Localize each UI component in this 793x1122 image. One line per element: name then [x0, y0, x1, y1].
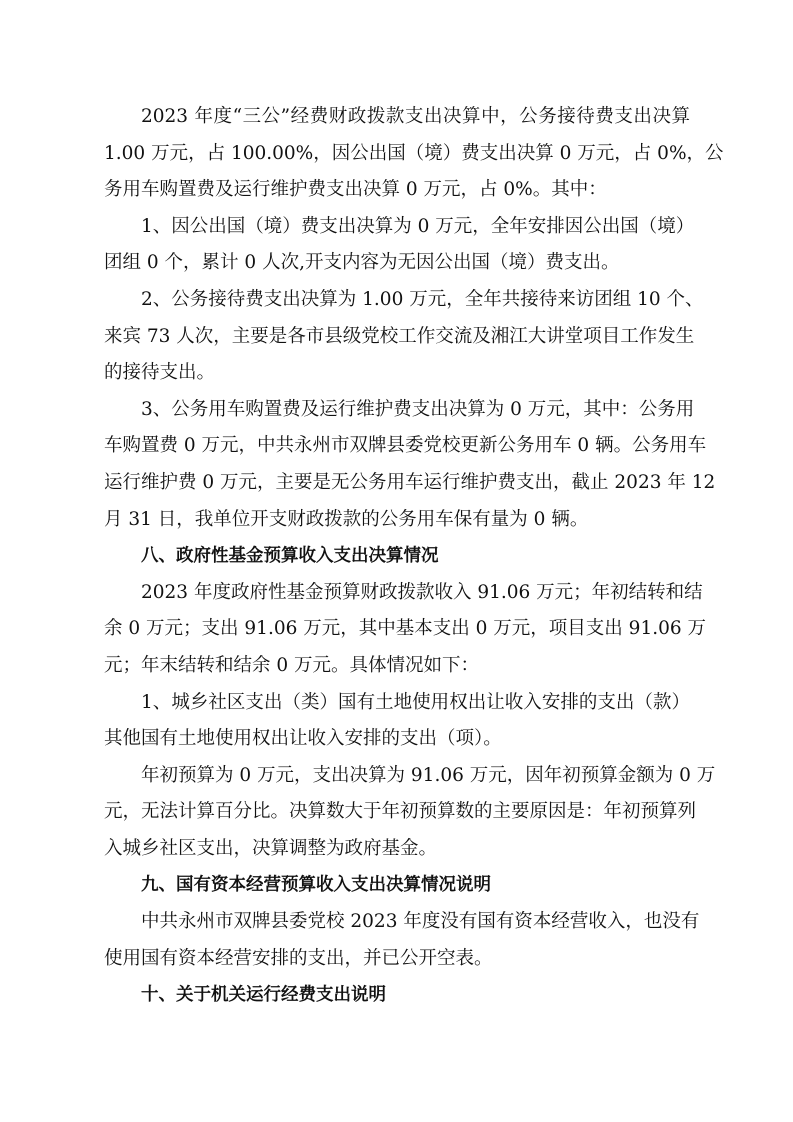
paragraph	[104, 580, 707, 690]
paragraph	[104, 104, 724, 214]
paragraph	[104, 397, 716, 543]
paragraph	[104, 909, 700, 982]
text-line: 使用国有资本经营安排的支出，并已公开空表。	[104, 947, 493, 969]
text-line: 2023 年度政府性基金预算财政拨款收入 91.06 万元；年初结转和结	[141, 581, 703, 603]
section-heading	[104, 982, 690, 1019]
text-line: 十、关于机关运行经费支出说明	[141, 985, 386, 1006]
text-line: 余 0 万元；支出 91.06 万元，其中基本支出 0 万元，项目支出 91.06 万	[104, 618, 707, 640]
paragraph	[104, 287, 704, 397]
text-line: 月 31 日，我单位开支财政拨款的公务用车保有量为 0 辆。	[104, 508, 589, 530]
text-line: 年初预算为 0 万元，支出决算为 91.06 万元，因年初预算金额为 0 万	[141, 764, 716, 786]
text-line: 元，无法计算百分比。决算数大于年初预算数的主要原因是：年初预算列	[104, 801, 697, 823]
paragraph	[104, 214, 695, 287]
text-line: 中共永州市双牌县委党校 2023 年度没有国有资本经营收入，也没有	[141, 911, 700, 933]
text-line: 团组 0 个，累计 0 人次,开支内容为无因公出国（境）费支出。	[104, 252, 620, 274]
text-line: 八、政府性基金预算收入支出决算情况	[141, 546, 439, 567]
section-heading	[104, 543, 690, 580]
text-line: 2023 年度“三公”经费财政拨款支出决算中，公务接待费支出决算	[141, 106, 690, 127]
text-line: 3、公务用车购置费及运行维护费支出决算为 0 万元，其中：公务用	[141, 398, 695, 420]
text-line: 元；年末结转和结余 0 万元。具体情况如下：	[104, 654, 480, 676]
text-line: 务用车购置费及运行维护费支出决算 0 万元，占 0%。其中：	[104, 179, 607, 201]
text-line: 1、城乡社区支出（类）国有土地使用权出让收入安排的支出（款）	[141, 691, 690, 713]
text-line: 1、因公出国（境）费支出决算为 0 万元，全年安排因公出国（境）	[141, 215, 695, 237]
text-line: 其他国有土地使用权出让收入安排的支出（项）。	[104, 728, 502, 750]
text-line: 九、国有资本经营预算收入支出决算情况说明	[141, 875, 491, 896]
paragraph	[104, 763, 716, 873]
section-heading	[104, 872, 690, 909]
text-line: 的接待支出。	[104, 362, 216, 384]
text-line: 车购置费 0 万元，中共永州市双牌县委党校更新公务用车 0 辆。公务用车	[104, 435, 707, 457]
text-line: 入城乡社区支出，决算调整为政府基金。	[104, 837, 438, 859]
text-line: 运行维护费 0 万元，主要是无公务用车运行维护费支出，截止 2023 年 12	[104, 471, 716, 493]
text-line: 2、公务接待费支出决算为 1.00 万元，全年共接待来访团组 10 个、	[141, 288, 704, 310]
text-line: 1.00 万元，占 100.00%，因公出国（境）费支出决算 0 万元，占 0%，公	[104, 142, 724, 164]
document-page	[104, 104, 724, 1019]
text-line: 来宾 73 人次，主要是各市县级党校工作交流及湘江大讲堂项目工作发生	[104, 325, 695, 347]
paragraph	[104, 690, 690, 763]
